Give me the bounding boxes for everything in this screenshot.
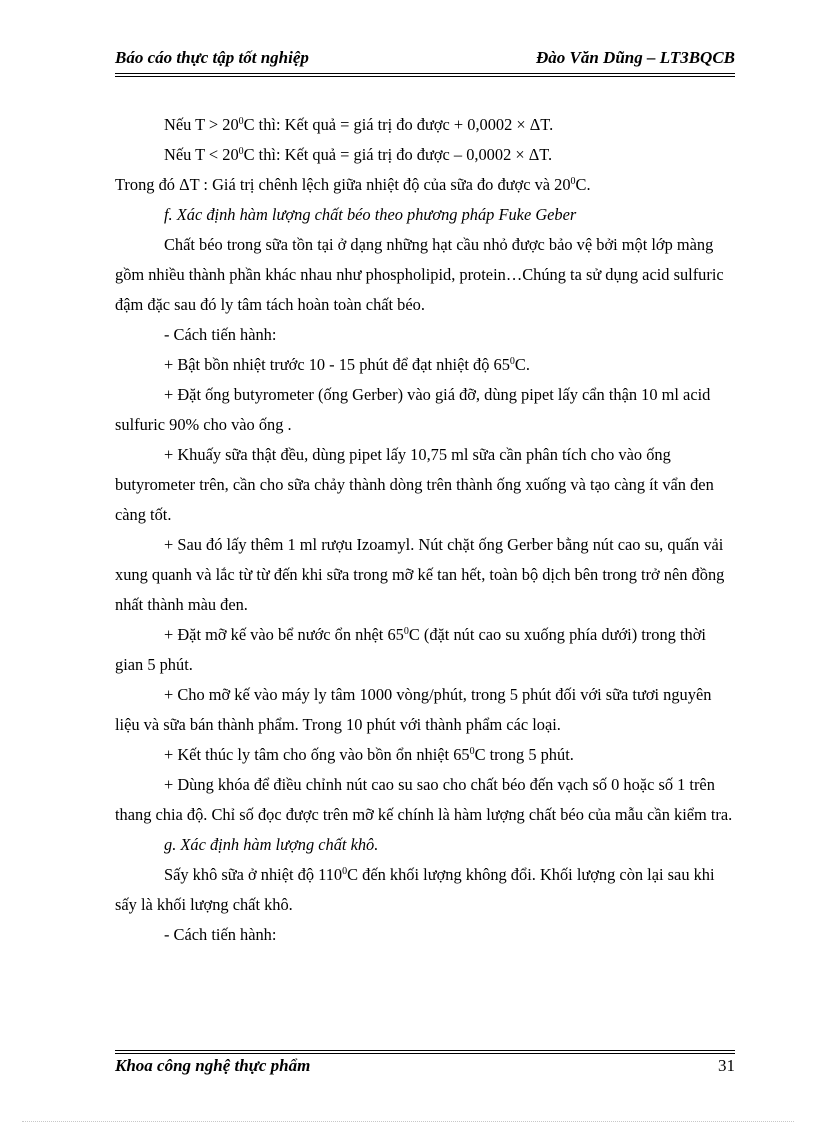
- procedure-label: - Cách tiến hành:: [164, 325, 277, 344]
- page-footer: [115, 1056, 735, 1080]
- delta-t-definition: Trong đó ΔT : Giá trị chênh lệch giữa nhiệt độ của sữa đo được và $20^0C$.: [115, 175, 591, 194]
- step-5: + Đặt mỡ kế vào bể nước ổn nhệt $65^0C$ (đặt nút cao su xuống phía dưới) trong thời gian 5 phút.: [115, 625, 706, 674]
- step-1: + Bật bồn nhiệt trước 10 - 15 phút để đạt nhiệt độ $65^0C$.: [164, 355, 530, 374]
- fat-intro-paragraph: Chất béo trong sữa tồn tại ở dạng những hạt cầu nhỏ được bảo vệ bởi một lớp màng gồm nhiều thành phần khác nhau như phospholipid, protein…Chúng ta sử dụng acid sulfuric đậm đặc sau đó ly tâm tách hoàn toàn chất béo.: [115, 235, 724, 314]
- section-f-heading: f. Xác định hàm lượng chất béo theo phương pháp Fuke Geber: [164, 205, 577, 224]
- header-author: Đào Văn Dũng – LT3BQCB: [535, 48, 735, 67]
- footer-rule-thick: [115, 1053, 735, 1054]
- procedure-label-2: - Cách tiến hành:: [164, 925, 277, 944]
- page-edge-dotted-line: [22, 1121, 794, 1122]
- page-header: [115, 48, 735, 72]
- footer-faculty: Khoa công nghệ thực phẩm: [115, 1056, 311, 1075]
- step-2: + Đặt ống butyrometer (ống Gerber) vào giá đỡ, dùng pipet lấy cẩn thận 10 ml acid sulfuric 90% cho vào ống .: [115, 385, 711, 434]
- formula-line-less: Nếu $T < 20^0C$ thì: Kết quả = giá trị đo được – 0,0002 × ΔT.: [164, 145, 553, 164]
- header-rule-thin: [115, 76, 735, 77]
- header-rule-thick: [115, 73, 735, 74]
- header-report-title: Báo cáo thực tập tốt nghiệp: [115, 48, 309, 67]
- page-number: 31: [718, 1056, 735, 1075]
- step-8: + Dùng khóa để điều chỉnh nút cao su sao cho chất béo đến vạch số 0 hoặc số 1 trên thang chia độ. Chỉ số đọc được trên mỡ kế chính là hàm lượng chất béo của mẫu cần kiểm tra.: [115, 775, 733, 824]
- page-body: [115, 110, 735, 950]
- section-g-heading: g. Xác định hàm lượng chất khô.: [164, 835, 379, 854]
- step-4: + Sau đó lấy thêm 1 ml rượu Izoamyl. Nút chặt ống Gerber bằng nút cao su, quấn vải xung quanh và lắc từ từ đến khi sữa trong mỡ kế tan hết, toàn bộ dịch bên trong trở nên đồng nhất thành màu đen.: [115, 535, 725, 614]
- step-6: + Cho mỡ kế vào máy ly tâm 1000 vòng/phút, trong 5 phút đối với sữa tươi nguyên liệu và sữa bán thành phẩm. Trong 10 phút với thành phẩm các loại.: [115, 685, 712, 734]
- formula-line-greater: Nếu $T > 20^0C$ thì: Kết quả = giá trị đo được + 0,0002 × ΔT.: [164, 115, 554, 134]
- step-7: + Kết thúc ly tâm cho ống vào bồn ổn nhiệt $65^0C$ trong 5 phút.: [164, 745, 574, 764]
- step-3: + Khuấy sữa thật đều, dùng pipet lấy 10,75 ml sữa cần phân tích cho vào ống butyrometer trên, cần cho sữa chảy thành dòng trên thành ống xuống và tạo càng ít vẩn đen càng tốt.: [115, 445, 714, 524]
- footer-rule-thin: [115, 1050, 735, 1051]
- dry-matter-paragraph: Sấy khô sữa ở nhiệt độ $110^0C$ đến khối lượng không đổi. Khối lượng còn lại sau khi sấy là khối lượng chất khô.: [115, 865, 715, 914]
